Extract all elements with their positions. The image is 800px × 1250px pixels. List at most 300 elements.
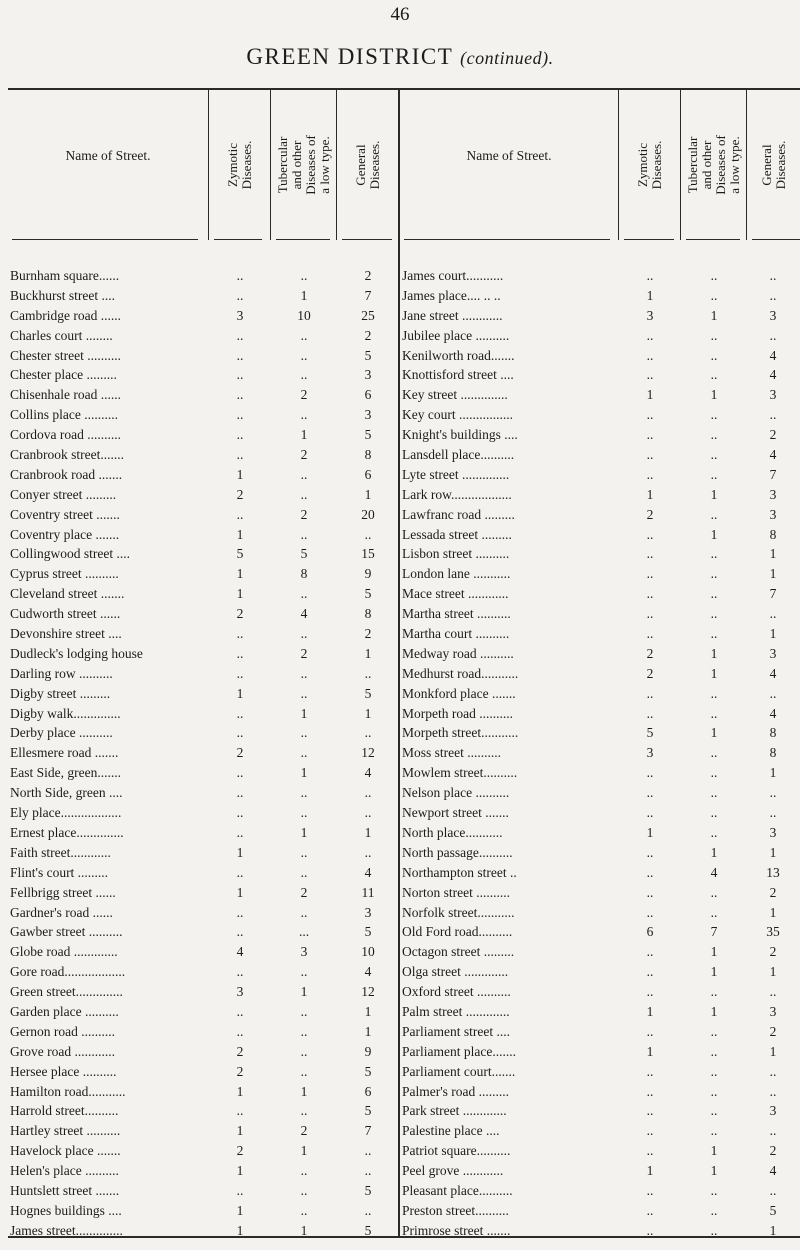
zymotic-value: ..: [646, 944, 654, 960]
zymotic-value: ..: [646, 268, 654, 283]
table-row: [402, 1203, 800, 1218]
right-sep-3: [746, 88, 747, 240]
tubercular-value: 1: [300, 765, 308, 781]
street-name: Burnham square......: [10, 268, 120, 283]
general-value: 1: [364, 705, 372, 721]
general-value: 1: [769, 1043, 777, 1059]
tubercular-value: ..: [710, 745, 718, 761]
tubercular-value: ..: [710, 1063, 718, 1079]
tubercular-value: ..: [300, 1182, 308, 1198]
street-name: Buckhurst street ....: [10, 287, 115, 303]
table-row: [10, 646, 398, 661]
zymotic-value: 3: [236, 984, 244, 1000]
zymotic-value: ..: [646, 765, 654, 781]
zymotic-value: ..: [236, 407, 244, 423]
tubercular-value: 1: [300, 427, 308, 443]
page-number: 46: [390, 4, 410, 25]
table-row: [402, 1004, 800, 1019]
table-row: [10, 467, 398, 482]
street-name: Morpeth street...........: [402, 725, 519, 741]
general-value: 1: [769, 566, 777, 582]
tubercular-value: ..: [300, 725, 308, 741]
general-value: 1: [769, 844, 777, 860]
street-name: Hartley street ..........: [10, 1123, 121, 1139]
general-value: 7: [769, 466, 777, 482]
tubercular-value: ..: [710, 466, 718, 482]
general-value: 3: [769, 486, 777, 502]
table-row: [10, 1024, 398, 1039]
general-value: ..: [769, 805, 777, 821]
general-value: 3: [364, 904, 372, 920]
table-row: [402, 1223, 800, 1238]
street-name: Ely place..................: [10, 805, 122, 821]
general-value: 10: [361, 944, 375, 960]
street-name: Gore road..................: [10, 964, 126, 980]
tubercular-value: ..: [710, 1222, 718, 1238]
street-name: Norton street ..........: [402, 884, 510, 900]
tubercular-value: ..: [710, 427, 718, 443]
zymotic-value: ..: [646, 1143, 654, 1159]
tubercular-value: ..: [300, 1103, 308, 1119]
street-name: North passage..........: [402, 844, 513, 860]
zymotic-value: 2: [236, 486, 244, 502]
tubercular-value: ..: [710, 785, 718, 801]
street-name: Collingwood street ....: [10, 546, 130, 562]
street-name: Cleveland street .......: [10, 586, 125, 602]
tubercular-value: ..: [300, 586, 308, 602]
general-value: 13: [766, 864, 780, 880]
tubercular-value: 1: [300, 287, 308, 303]
street-name: Martha court ..........: [402, 626, 510, 642]
tubercular-value: ..: [300, 864, 308, 880]
street-name: Peel grove ............: [402, 1163, 504, 1179]
zymotic-value: 1: [236, 884, 244, 900]
table-row: [402, 646, 800, 661]
table-row: [10, 1223, 398, 1238]
zymotic-value: 3: [646, 745, 654, 761]
table-row: [402, 1044, 800, 1059]
zymotic-value: ..: [646, 447, 654, 463]
general-value: 5: [364, 1182, 372, 1198]
tubercular-value: ..: [710, 586, 718, 602]
tubercular-value: ..: [300, 1202, 308, 1218]
general-value: 3: [769, 1103, 777, 1119]
table-row: [10, 566, 398, 581]
street-name: Knottisford street ....: [402, 367, 514, 383]
street-name: Faith street............: [10, 844, 111, 860]
table-row: [402, 725, 800, 740]
general-value: 7: [364, 287, 372, 303]
tubercular-value: ..: [300, 685, 308, 701]
zymotic-value: 1: [646, 287, 654, 303]
zymotic-value: ..: [646, 327, 654, 343]
street-name: Ernest place..............: [10, 824, 124, 840]
general-value: 1: [769, 1222, 777, 1238]
general-value: 20: [361, 506, 375, 522]
table-row: [402, 805, 800, 820]
table-row: [402, 1084, 800, 1099]
top-rule: [8, 88, 800, 90]
zymotic-value: ..: [236, 964, 244, 980]
general-value: ..: [364, 665, 372, 681]
general-value: 1: [364, 645, 372, 661]
general-value: 3: [364, 407, 372, 423]
general-value: 35: [766, 924, 780, 940]
table-row: [10, 865, 398, 880]
left-header-zymotic-label: Zymotic Diseases.: [225, 140, 254, 189]
general-value: ..: [364, 1143, 372, 1159]
table-row: [402, 1163, 800, 1178]
tubercular-value: 1: [710, 526, 718, 542]
left-header-name: Name of Street.: [65, 148, 151, 163]
zymotic-value: ..: [236, 725, 244, 741]
table-row: [10, 686, 398, 701]
general-value: 4: [769, 347, 777, 363]
zymotic-value: 2: [236, 745, 244, 761]
right-header-tubercular: [682, 92, 746, 237]
street-name: Collins place ..........: [10, 407, 118, 423]
table-row: [10, 288, 398, 303]
zymotic-value: ..: [646, 606, 654, 622]
table-row: [10, 1044, 398, 1059]
tubercular-value: 7: [710, 924, 718, 940]
tubercular-value: 2: [300, 645, 308, 661]
table-row: [10, 944, 398, 959]
table-row: [10, 745, 398, 760]
street-name: Flint's court .........: [10, 864, 109, 880]
left-header-tubercular-label: Tubercular and other Diseases of a low type.: [275, 134, 332, 195]
left-header-underline-3: [276, 239, 330, 240]
zymotic-value: ..: [236, 1182, 244, 1198]
street-name: Gernon road ..........: [10, 1023, 115, 1039]
street-name: Primrose street .......: [402, 1222, 511, 1238]
general-value: 1: [769, 964, 777, 980]
general-value: ..: [364, 1163, 372, 1179]
tubercular-value: 2: [300, 387, 308, 403]
page-title: [0, 44, 800, 70]
tubercular-value: ..: [710, 407, 718, 423]
general-value: ..: [364, 725, 372, 741]
general-value: 25: [361, 307, 375, 323]
district-title: GREEN DISTRICT: [246, 44, 453, 69]
table-row: [402, 427, 800, 442]
zymotic-value: ..: [236, 327, 244, 343]
street-name: Huntslett street .......: [10, 1182, 120, 1198]
table-row: [402, 387, 800, 402]
tubercular-value: ..: [300, 526, 308, 542]
center-divider: [398, 88, 400, 1236]
zymotic-value: ..: [646, 805, 654, 821]
tubercular-value: ..: [710, 506, 718, 522]
tubercular-value: ..: [300, 745, 308, 761]
tubercular-value: 1: [300, 705, 308, 721]
street-name: Chester street ..........: [10, 347, 121, 363]
street-name: Pleasant place..........: [402, 1182, 513, 1198]
tubercular-value: 1: [710, 387, 718, 403]
street-name: Medhurst road...........: [402, 665, 519, 681]
general-value: 4: [769, 665, 777, 681]
tubercular-value: 2: [300, 447, 308, 463]
table-row: [10, 984, 398, 999]
table-row: [10, 885, 398, 900]
street-name: Lyte street ..............: [402, 466, 510, 482]
general-value: 3: [769, 387, 777, 403]
table-row: [10, 268, 398, 283]
zymotic-value: ..: [646, 347, 654, 363]
tubercular-value: ..: [300, 844, 308, 860]
zymotic-value: ..: [646, 844, 654, 860]
zymotic-value: 1: [236, 586, 244, 602]
street-name: North Side, green ....: [10, 785, 123, 801]
street-name: Monkford place .......: [402, 685, 516, 701]
tubercular-value: 1: [300, 824, 308, 840]
right-header-name: Name of Street.: [466, 148, 552, 163]
table-row: [402, 1183, 800, 1198]
left-header-underline-1: [12, 239, 198, 240]
street-name: Mowlem street..........: [402, 765, 518, 781]
left-sep-3: [336, 88, 337, 240]
table-row: [402, 367, 800, 382]
zymotic-value: 1: [646, 486, 654, 502]
street-name: Olga street .............: [402, 964, 509, 980]
general-value: 2: [769, 884, 777, 900]
street-name: Kenilworth road.......: [402, 347, 515, 363]
street-name: Gawber street ..........: [10, 924, 123, 940]
street-name: James street..............: [10, 1222, 123, 1238]
zymotic-value: 1: [236, 1222, 244, 1238]
general-value: ..: [364, 785, 372, 801]
right-header-general: [748, 92, 800, 237]
street-name: Palmer's road .........: [402, 1083, 510, 1099]
zymotic-value: 2: [646, 645, 654, 661]
street-name: Lawfranc road .........: [402, 506, 515, 522]
right-header-zymotic: [620, 92, 680, 237]
tubercular-value: ..: [710, 884, 718, 900]
street-name: Parliament street ....: [402, 1023, 510, 1039]
street-name: Jubilee place ..........: [402, 327, 510, 343]
table-row: [10, 964, 398, 979]
zymotic-value: ..: [236, 387, 244, 403]
general-value: 5: [364, 1222, 372, 1238]
street-name: Dudleck's lodging house: [10, 645, 143, 661]
street-name: Hamilton road...........: [10, 1083, 126, 1099]
table-row: [10, 725, 398, 740]
table-row: [10, 1004, 398, 1019]
table-row: [10, 328, 398, 343]
zymotic-value: 5: [646, 725, 654, 741]
tubercular-value: ..: [300, 1043, 308, 1059]
street-name: Garden place ..........: [10, 1003, 119, 1019]
street-name: Jane street ............: [402, 307, 503, 323]
zymotic-value: ..: [236, 665, 244, 681]
general-value: 11: [361, 884, 375, 900]
street-name: Devonshire street ....: [10, 626, 122, 642]
table-row: [10, 1203, 398, 1218]
table-row: [402, 1143, 800, 1158]
tubercular-value: ..: [300, 268, 308, 283]
zymotic-value: ..: [646, 626, 654, 642]
zymotic-value: ..: [646, 546, 654, 562]
tubercular-value: ..: [300, 805, 308, 821]
table-row: [10, 348, 398, 363]
general-value: ..: [364, 526, 372, 542]
tubercular-value: ...: [298, 924, 310, 940]
street-name: Key court ................: [402, 407, 513, 423]
zymotic-value: 1: [236, 1123, 244, 1139]
table-row: [10, 1103, 398, 1118]
street-name: Globe road .............: [10, 944, 118, 960]
street-name: Lisbon street ..........: [402, 546, 510, 562]
street-name: Grove road ............: [10, 1043, 115, 1059]
zymotic-value: 2: [236, 606, 244, 622]
table-row: [10, 1143, 398, 1158]
general-value: 3: [769, 1003, 777, 1019]
zymotic-value: 1: [236, 466, 244, 482]
tubercular-value: 4: [300, 606, 308, 622]
zymotic-value: ..: [646, 1103, 654, 1119]
tubercular-value: ..: [710, 626, 718, 642]
general-value: 8: [769, 745, 777, 761]
general-value: 8: [364, 606, 372, 622]
general-value: ..: [769, 1182, 777, 1198]
street-name: Lansdell place..........: [402, 447, 515, 463]
table-row: [10, 825, 398, 840]
table-row: [10, 1183, 398, 1198]
table-row: [402, 546, 800, 561]
general-value: ..: [769, 606, 777, 622]
zymotic-value: ..: [646, 705, 654, 721]
table-row: [402, 745, 800, 760]
zymotic-value: ..: [236, 1023, 244, 1039]
street-name: Old Ford road..........: [402, 924, 513, 940]
left-header-general-label: General Diseases.: [353, 140, 382, 189]
general-value: 4: [769, 447, 777, 463]
left-header-general: [338, 92, 398, 237]
zymotic-value: ..: [646, 367, 654, 383]
street-name: Helen's place ..........: [10, 1163, 119, 1179]
street-name: Derby place ..........: [10, 725, 113, 741]
zymotic-value: ..: [646, 526, 654, 542]
tubercular-value: ..: [710, 1083, 718, 1099]
zymotic-value: ..: [646, 884, 654, 900]
zymotic-value: ..: [236, 1103, 244, 1119]
zymotic-value: ..: [236, 367, 244, 383]
tubercular-value: 8: [300, 566, 308, 582]
general-value: ..: [769, 407, 777, 423]
street-name: Coventry street .......: [10, 506, 120, 522]
title-continued: (continued).: [460, 48, 554, 68]
tubercular-value: ..: [300, 466, 308, 482]
zymotic-value: 3: [236, 307, 244, 323]
street-name: Lark row..................: [402, 486, 512, 502]
tubercular-value: ..: [710, 705, 718, 721]
table-row: [10, 407, 398, 422]
general-value: 5: [769, 1202, 777, 1218]
table-row: [402, 765, 800, 780]
tubercular-value: ..: [710, 805, 718, 821]
general-value: 7: [769, 586, 777, 602]
zymotic-value: ..: [646, 785, 654, 801]
tubercular-value: 1: [300, 984, 308, 1000]
zymotic-value: ..: [236, 268, 244, 283]
street-name: Oxford street ..........: [402, 984, 511, 1000]
tubercular-value: ..: [300, 347, 308, 363]
general-value: 5: [364, 347, 372, 363]
zymotic-value: ..: [236, 924, 244, 940]
table-row: [402, 407, 800, 422]
zymotic-value: ..: [646, 964, 654, 980]
table-row: [10, 387, 398, 402]
table-row: [402, 1123, 800, 1138]
table-row: [10, 845, 398, 860]
street-name: Cordova road ..........: [10, 427, 121, 443]
zymotic-value: ..: [236, 904, 244, 920]
zymotic-value: ..: [236, 765, 244, 781]
street-name: Fellbrigg street ......: [10, 884, 116, 900]
zymotic-value: ..: [646, 407, 654, 423]
general-value: 3: [364, 367, 372, 383]
zymotic-value: ..: [236, 347, 244, 363]
left-header-tubercular: [272, 92, 336, 237]
table-row: [402, 586, 800, 601]
general-value: 5: [364, 1103, 372, 1119]
tubercular-value: 1: [710, 1003, 718, 1019]
table-row: [402, 268, 800, 283]
street-name: Knight's buildings ....: [402, 427, 518, 443]
table-row: [402, 924, 800, 939]
tubercular-value: 1: [300, 1222, 308, 1238]
street-name: Hersee place ..........: [10, 1063, 117, 1079]
right-header-general-label: General Diseases.: [759, 140, 788, 189]
tubercular-value: 1: [300, 1143, 308, 1159]
tubercular-value: ..: [710, 904, 718, 920]
street-name: Palm street .............: [402, 1003, 510, 1019]
zymotic-value: 1: [646, 1043, 654, 1059]
general-value: 3: [769, 307, 777, 323]
street-name: Charles court ........: [10, 327, 113, 343]
street-name: Digby walk..............: [10, 705, 121, 721]
general-value: 3: [769, 824, 777, 840]
tubercular-value: ..: [300, 327, 308, 343]
table-row: [402, 1064, 800, 1079]
general-value: 4: [364, 964, 372, 980]
street-name: Havelock place .......: [10, 1143, 121, 1159]
table-row: [402, 447, 800, 462]
table-row: [402, 566, 800, 581]
general-value: 2: [769, 427, 777, 443]
zymotic-value: ..: [646, 1023, 654, 1039]
tubercular-value: ..: [710, 287, 718, 303]
general-value: 6: [364, 1083, 372, 1099]
general-value: 2: [769, 944, 777, 960]
general-value: ..: [769, 1083, 777, 1099]
general-value: 2: [364, 268, 372, 283]
street-name: Cyprus street ..........: [10, 566, 119, 582]
tubercular-value: ..: [300, 1023, 308, 1039]
tubercular-value: ..: [710, 1182, 718, 1198]
zymotic-value: ..: [236, 705, 244, 721]
table-row: [402, 348, 800, 363]
left-header-underline-2: [214, 239, 262, 240]
general-value: ..: [769, 1123, 777, 1139]
tubercular-value: 1: [710, 307, 718, 323]
zymotic-value: 5: [236, 546, 244, 562]
table-row: [402, 1103, 800, 1118]
general-value: 5: [364, 924, 372, 940]
street-name: Gardner's road ......: [10, 904, 113, 920]
table-row: [402, 984, 800, 999]
tubercular-value: 1: [710, 1163, 718, 1179]
